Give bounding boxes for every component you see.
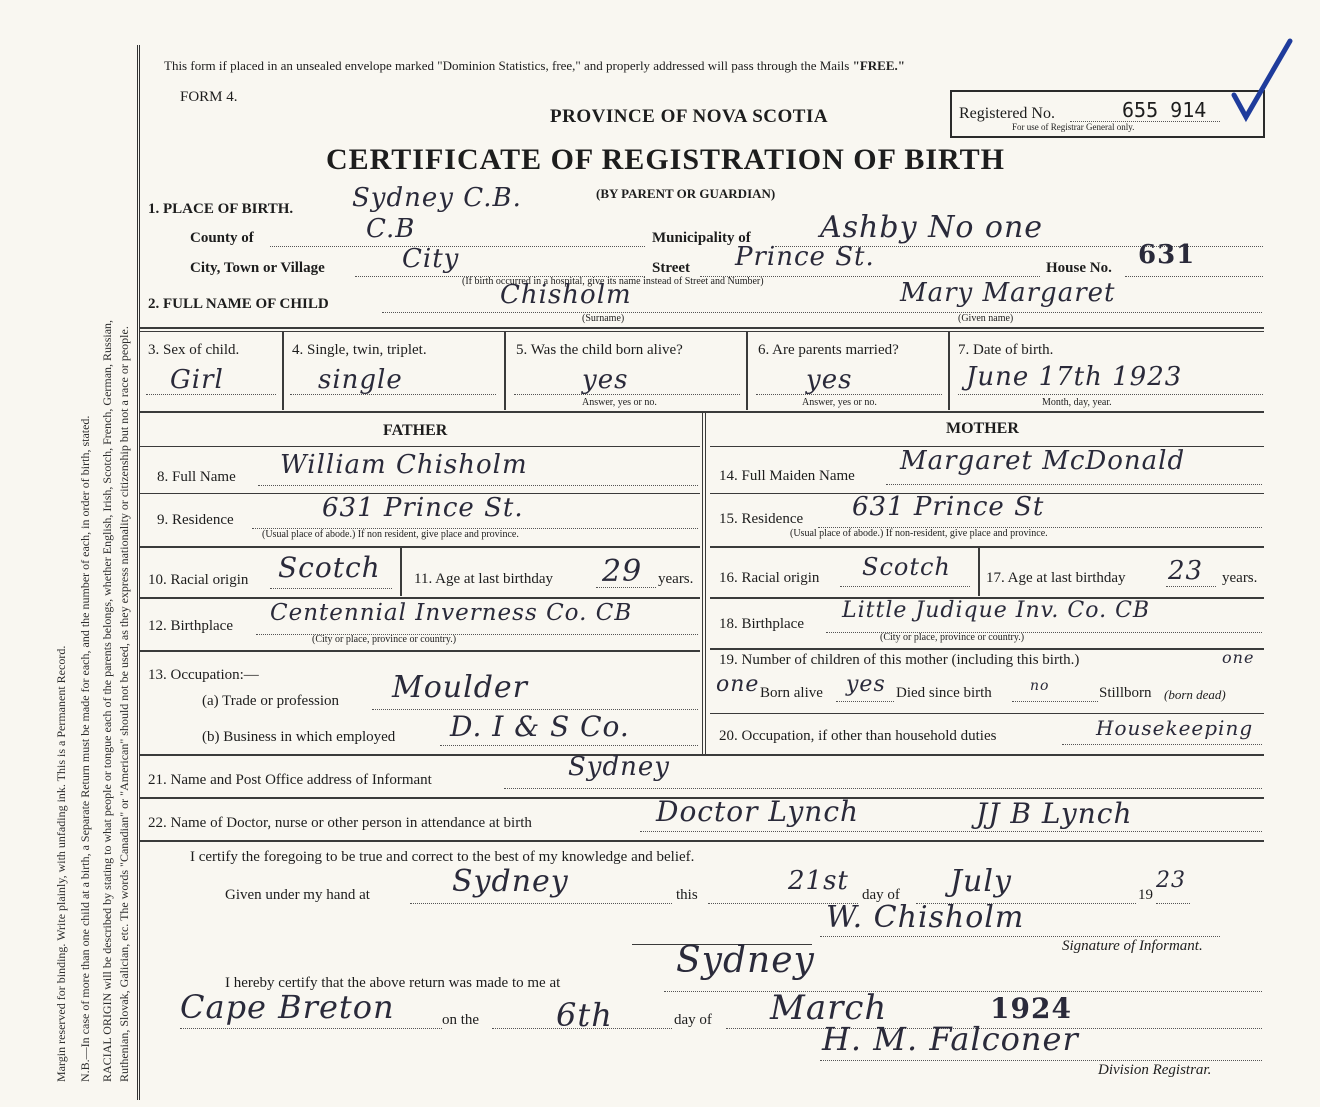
mother-age-label: 17. Age at last birthday [986,570,1126,586]
mother-residence-label: 15. Residence [719,511,804,527]
registrar-day-value: 6th [556,996,613,1034]
registrar-signature: H. M. Falconer [822,1020,1079,1058]
father-birthplace-note: (City or place, province or country.) [312,634,457,645]
on-the-label: on the [442,1012,480,1028]
mother-age-value: 23 [1168,556,1204,586]
mother-age-years: years. [1222,570,1258,586]
this-label: this [676,887,698,903]
children-count-value: one [1222,648,1255,667]
registered-number-value: 655 914 [1122,98,1207,122]
house-number-value: 631 [1138,240,1196,270]
registrar-statement: I hereby certify that the above return was made to me at [225,975,561,991]
registrar-year-value: 1924 [990,992,1072,1025]
certificate-title: CERTIFICATE OF REGISTRATION OF BIRTH [326,143,1005,176]
father-name-label: 8. Full Name [157,469,236,485]
parents-married-label: 6. Are parents married? [758,342,899,358]
sex-value: Girl [170,365,224,395]
county-value: C.B [366,214,416,244]
division-registrar-label: Division Registrar. [1098,1062,1212,1078]
margin-note-nationality: Ruthenian, Slovak, Galician, etc. The words "Canadian" or "American" should not be used, as they express nationality or citizenship but not a race or people. [117,326,131,1082]
registered-number-label: Registered No. [959,105,1055,122]
parents-married-value: yes [806,365,853,395]
registrar-general-note: For use of Registrar General only. [1012,122,1135,132]
certify-year-prefix: 19 [1138,887,1153,903]
registrar-month-value: March [770,988,888,1028]
father-occupation-label: 13. Occupation:— [148,667,259,683]
mother-racial-label: 16. Racial origin [719,570,820,586]
day-of-registration-label: day of [674,1012,712,1028]
mother-born-alive-label: Born alive [760,685,823,701]
born-alive-note: Answer, yes or no. [582,397,657,408]
county-label: County of [190,230,254,246]
municipality-value: Ashby No one [820,210,1044,245]
father-residence-label: 9. Residence [157,512,234,528]
informant-signature: W. Chisholm [826,900,1025,935]
stillborn-label: Stillborn [1099,685,1152,701]
mother-name-value: Margaret McDonald [900,446,1186,476]
day-of-label: day of [862,887,900,903]
city-value: City [402,244,460,274]
child-given-name: Mary Margaret [900,278,1116,308]
mother-birthplace-label: 18. Birthplace [719,616,804,632]
house-number-label: House No. [1046,260,1112,276]
father-residence-note: (Usual place of abode.) If non resident, give place and province. [262,529,519,540]
certificate-subtitle: (BY PARENT OR GUARDIAN) [596,186,776,201]
form-number: FORM 4. [180,89,238,105]
given-under-hand-label: Given under my hand at [225,887,370,903]
registrar-place-value: Sydney [676,940,815,981]
child-surname: Chisholm [500,280,632,310]
stillborn-note: (born dead) [1164,687,1226,702]
mother-residence-value: 631 Prince St [852,492,1045,522]
informant-value: Sydney [568,752,670,782]
children-count-label: 19. Number of children of this mother (including this birth.) [719,652,1080,668]
parents-married-note: Answer, yes or no. [802,397,877,408]
certify-statement: I certify the foregoing to be true and correct to the best of my knowledge and belief. [190,849,695,865]
trade-value: Moulder [392,670,528,705]
mother-occupation-label: 20. Occupation, if other than household duties [719,728,997,744]
margin-note-multiple-births: N.B.—In case of more than one child at a birth, a Separate Return must be made for each, and the number of each, in order of birth, stated. [78,415,92,1082]
single-twin-label: 4. Single, twin, triplet. [292,342,427,358]
father-age-label: 11. Age at last birthday [414,571,553,587]
margin-note-binding: Margin reserved for binding. Write plainly, with unfading ink. This is a Permanent Record. [54,645,68,1082]
mother-birthplace-note: (City or place, province or country.) [880,632,1025,643]
hospital-note: (If birth occurred in a hospital, give its name instead of Street and Number) [462,276,764,287]
trade-label: (a) Trade or profession [202,693,340,709]
mother-birthplace-value: Little Judique Inv. Co. CB [842,598,1151,623]
died-since-birth-label: Died since birth [896,685,992,701]
born-alive-count-prefix: one [716,672,760,697]
certify-month-value: July [950,864,1012,899]
parent-divider [702,412,706,754]
father-racial-value: Scotch [278,551,381,584]
mail-notice: This form if placed in an unsealed envelope marked "Dominion Statistics, free," and properly addressed will pass through the Mails "FREE." [164,58,905,73]
place-of-birth-value: Sydney C.B. [352,183,522,213]
province-title: PROVINCE OF NOVA SCOTIA [550,106,829,127]
mother-occupation-value: Housekeeping [1096,716,1254,740]
doctor-value: Doctor Lynch [656,795,860,828]
municipality-label: Municipality of [652,230,751,246]
mother-heading: MOTHER [946,420,1019,437]
father-residence-value: 631 Prince St. [322,493,524,523]
father-birthplace-label: 12. Birthplace [148,618,233,634]
died-since-birth-value: no [1030,678,1050,694]
sex-label: 3. Sex of child. [148,342,240,358]
single-twin-value: single [318,365,403,395]
father-age-years: years. [658,571,694,587]
given-name-note: (Given name) [958,313,1014,324]
date-of-birth-value: June 17th 1923 [966,362,1183,392]
check-mark-icon [1228,35,1298,125]
date-of-birth-label: 7. Date of birth. [958,342,1054,358]
born-alive-value: yes [582,365,629,395]
date-of-birth-note: Month, day, year. [1042,397,1112,408]
child-name-label: 2. FULL NAME OF CHILD [148,296,329,312]
business-value: D. I & S Co. [450,710,630,743]
registrar-county-value: Cape Breton [180,988,395,1026]
street-value: Prince St. [735,242,875,272]
doctor-signature: JJ B Lynch [976,797,1133,830]
city-label: City, Town or Village [190,260,325,276]
born-alive-label: 5. Was the child born alive? [516,342,683,358]
mother-racial-value: Scotch [862,553,951,581]
mother-born-alive-value: yes [846,672,886,697]
informant-signature-label: Signature of Informant. [1062,938,1203,954]
mother-residence-note: (Usual place of abode.) If non-resident, give place and province. [790,528,1048,539]
certify-year-value: 23 [1156,868,1186,893]
father-birthplace-value: Centennial Inverness Co. CB [270,600,633,626]
father-racial-label: 10. Racial origin [148,572,249,588]
doctor-label: 22. Name of Doctor, nurse or other person in attendance at birth [148,815,532,831]
street-label: Street [652,260,691,276]
place-of-birth-label: 1. PLACE OF BIRTH. [148,201,294,217]
binding-line [137,45,140,1100]
father-heading: FATHER [383,422,448,439]
given-place-value: Sydney [452,864,569,899]
father-age-value: 29 [602,554,643,589]
surname-note: (Surname) [582,313,625,324]
margin-note-racial-origin: RACIAL ORIGIN will be described by stating to what people or tongue each of the parents belongs, whether English, Irish, Scotch, French, German, Russian, [100,319,114,1082]
mother-name-label: 14. Full Maiden Name [719,468,855,484]
business-label: (b) Business in which employed [202,729,396,745]
informant-label: 21. Name and Post Office address of Informant [148,772,432,788]
father-name-value: William Chisholm [280,450,528,480]
certify-day-value: 21st [788,866,849,896]
